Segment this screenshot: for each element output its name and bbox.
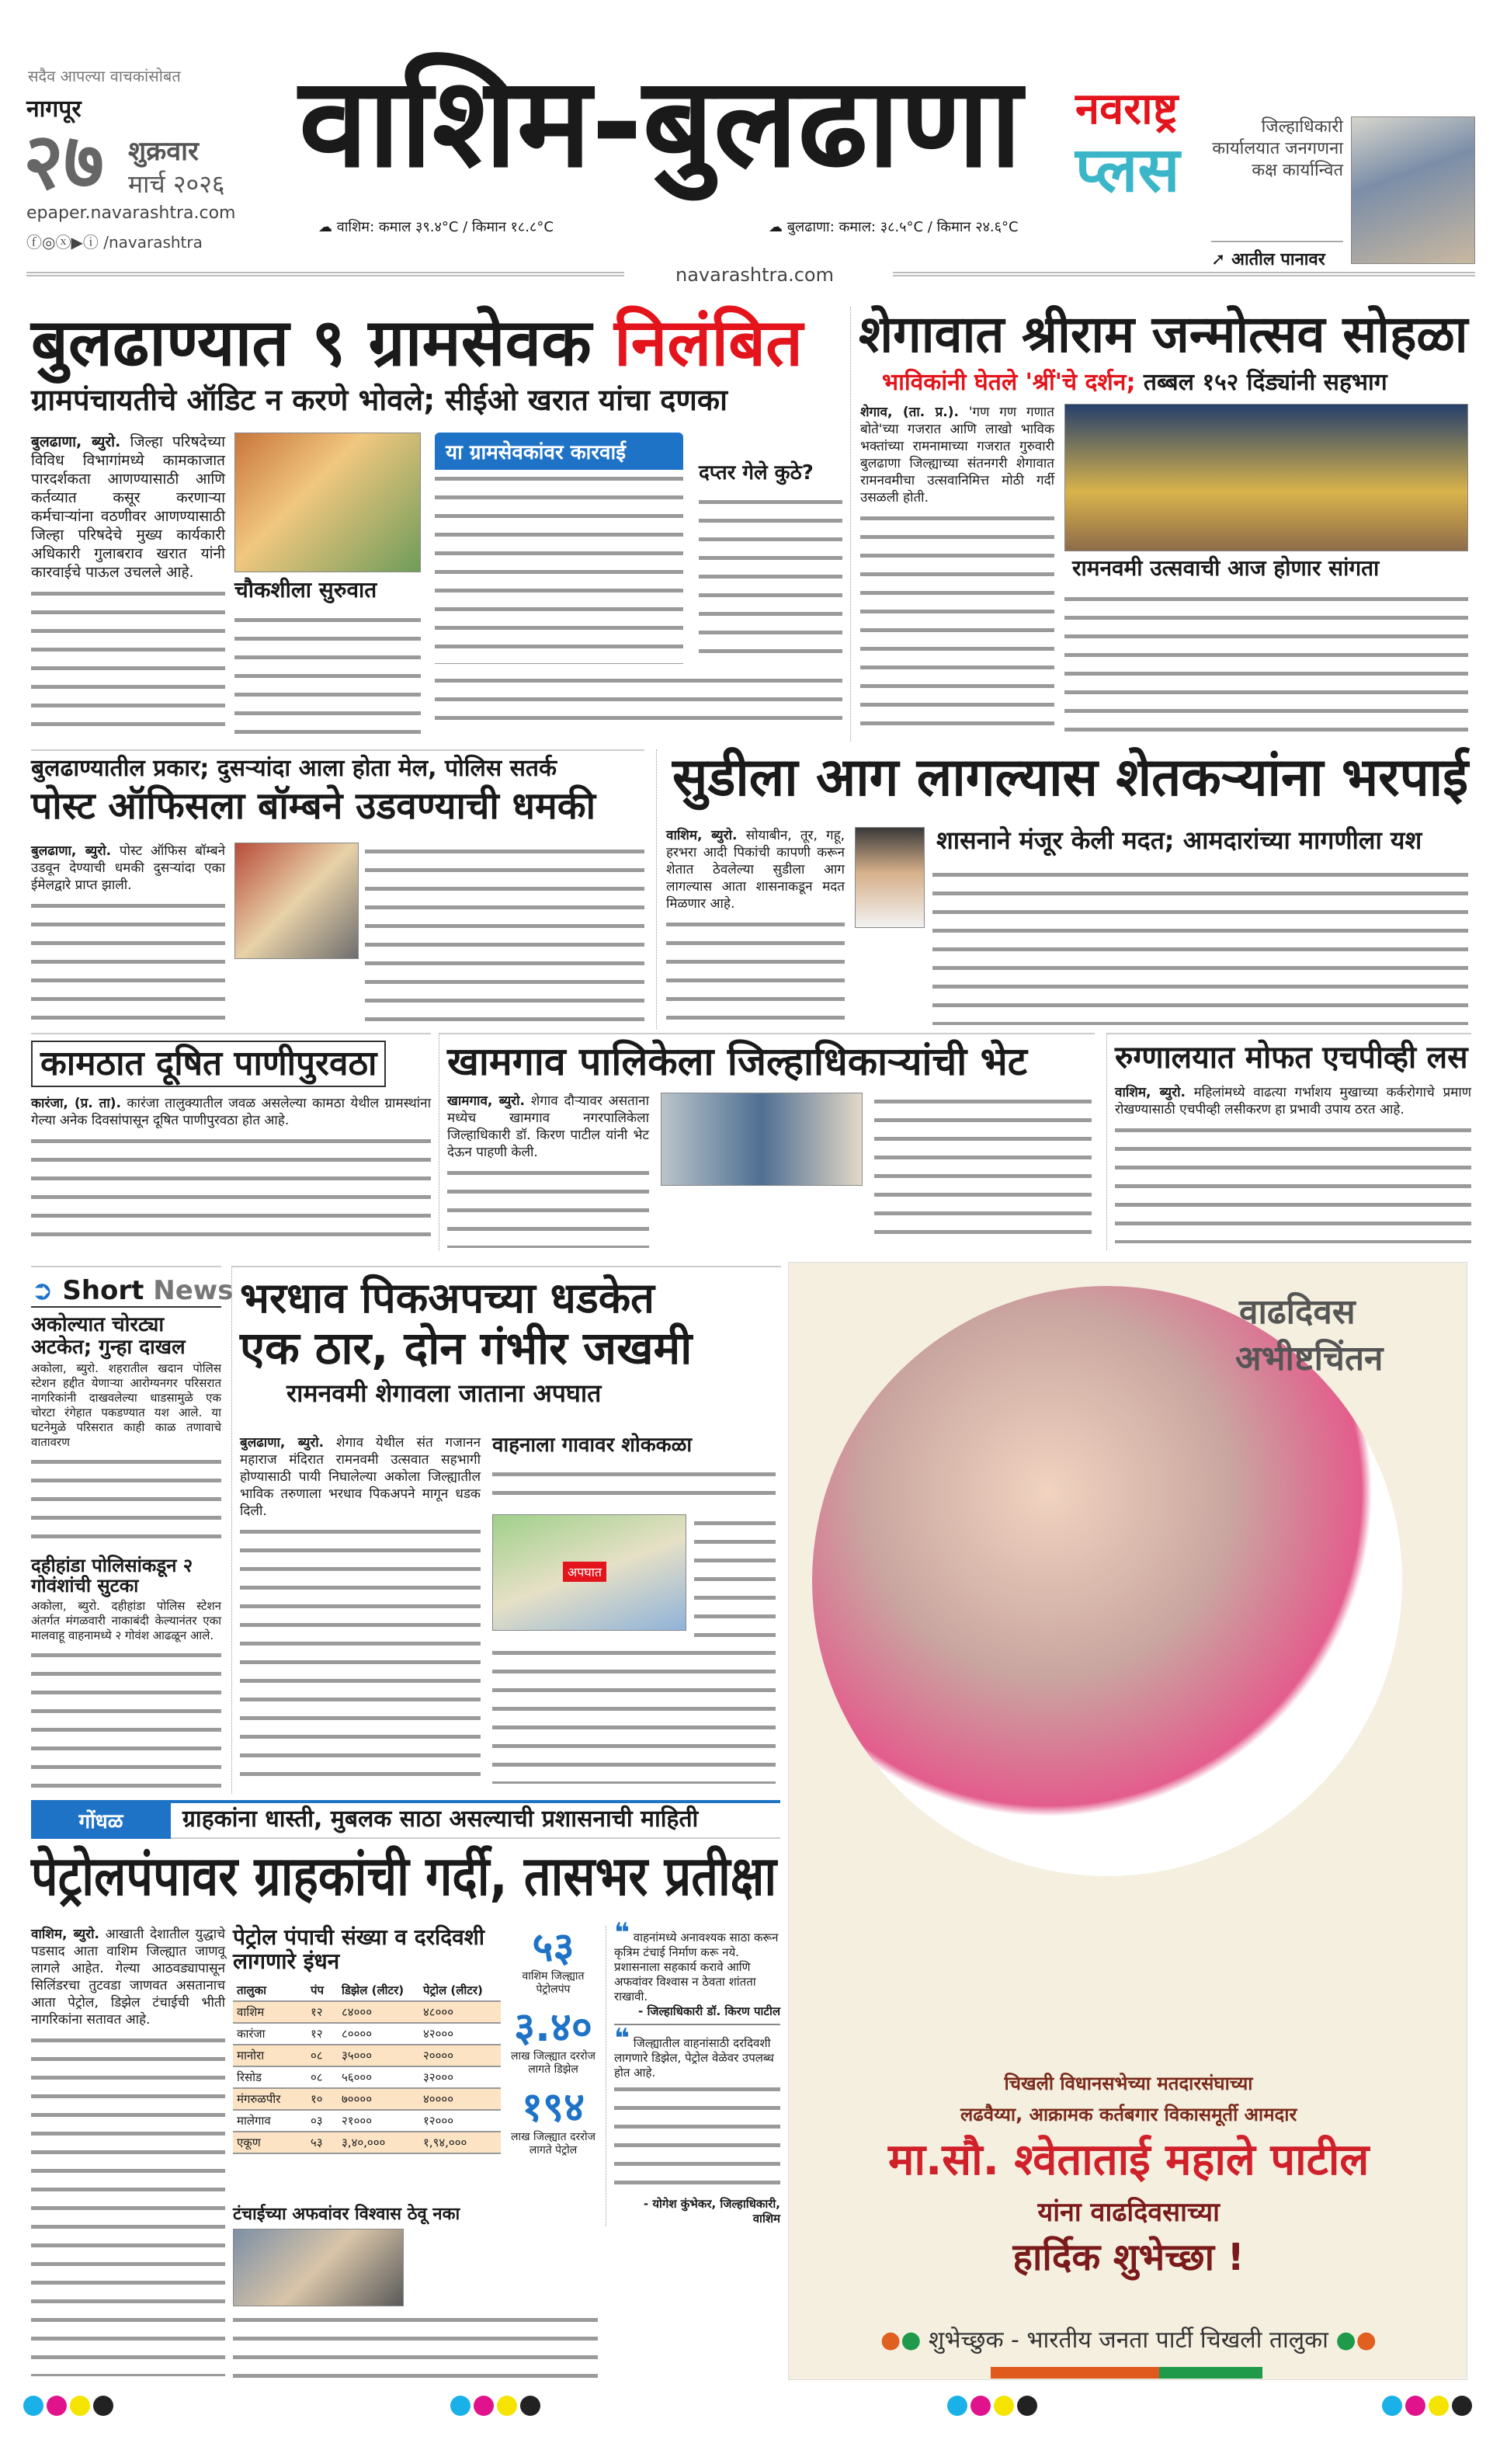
accident-side-body-2 (694, 1514, 776, 1639)
ad-name: मा.सौ. श्वेताताई महाले पाटील (888, 2135, 1370, 2185)
lead-body-col2 (234, 611, 421, 735)
facebook-icon[interactable]: ⓕ (26, 233, 42, 252)
table-cell: रिसोड (233, 2066, 307, 2088)
quotes (606, 1917, 780, 2226)
quote-author: - योगेश कुंभेकर, जिल्हाधिकारी, वाशिम (643, 2197, 780, 2226)
accident-body: बुलढाणा, ब्युरो. शेगाव येथील संत गजानन महाराज मंदिरात रामनवमी उत्सवात सहभागी होण्यासाठी पायी निघालेल्या अकोला जिल्ह्यातील भाविक तरुणाला भरधाव पिकअपने मागून धडक दिली. (240, 1434, 481, 1788)
table-cell: ०८ (307, 2045, 338, 2066)
ad-line-3: यांना वाढदिवसाच्या (1037, 2197, 1220, 2228)
khamgaon-body-col2 (874, 1093, 1092, 1248)
paper-title: वाशिम-बुलढाणा (299, 50, 1023, 195)
ad-footer: ●● शुभेच्छुक - भारतीय जनता पार्टी चिखली तालुका ●● (880, 2327, 1377, 2354)
postoffice-body-col2 (365, 843, 644, 1027)
divider (893, 272, 1475, 276)
weather-icon: ☁ (318, 219, 337, 235)
quote-1: ❝ वाहनांमध्ये अनावश्यक साठा करून कृत्रिम टंचाई निर्माण करू नये. प्रशासनाला सहकार्य करावे आणि अफवांवर विश्वास न ठेवता शांतता राखावी. (614, 1917, 779, 2004)
byline: बुलढाणा, ब्युरो. (31, 843, 112, 859)
side-title: दप्तर गेले कुठे? (699, 461, 814, 485)
arrow-icon: ➚ (1211, 250, 1232, 269)
accident-illustration (492, 1514, 686, 1631)
ad-color-bar (991, 2367, 1262, 2379)
table-row (233, 2045, 501, 2066)
promo-author: ➚ आतील पानावर (1211, 241, 1343, 270)
quote-2: ❝ जिल्ह्यातील वाहनांसाठी दरदिवशी लागणारे डिझेल, पेट्रोल वेळेवर उपलब्ध होत आहे. (614, 2023, 774, 2080)
x-icon[interactable]: ⓧ (55, 233, 71, 252)
shegaon-headline: शेगावात श्रीराम जन्मोत्सव सोहळा (859, 304, 1468, 364)
table-row (233, 2132, 501, 2153)
stat-value: ५३ (532, 1924, 575, 1971)
short-news-item: दहीहांडा पोलिसांकडून २ गोवंशांची सुटका अकोला, ब्युरो. दहीहांडा पोलिस स्टेशन अंतर्गत मंगळवारी नाकाबंदी केल्यानंतर एका मालवाहू वाहनामध्ये २ गोवंश आढळून आले. (31, 1555, 221, 1791)
registration-marks (1382, 2396, 1475, 2419)
shegaon-story (850, 304, 1471, 742)
hospital-body: वाशिम, ब्युरो. महिलांमध्ये वाढत्या गर्भाशय मुखाच्या कर्करोगाचे प्रमाण रोखण्यासाठी एचपीव्ही लसीकरण हा प्रभावी उपाय ठरत आहे. (1115, 1084, 1471, 1243)
table-cell: ५३ (307, 2132, 338, 2153)
stat-label: लाख जिल्ह्यात दररोज लागते डिझेल (510, 2050, 596, 2077)
lead-headline: बुलढाण्यात ९ ग्रामसेवक निलंबित (31, 304, 803, 381)
byline: बुलढाणा, ब्युरो. (31, 433, 121, 450)
lead-subhead: ग्रामपंचायतीचे ऑडिट न करणे भोवले; सीईओ खरात यांचा दणका (31, 383, 727, 418)
table-cell: ३५००० (338, 2045, 419, 2066)
lead-body: बुलढाणा, ब्युरो. जिल्हा परिषदेच्या विविध विभागांमध्ये कामकाजात पारदर्शकता आणण्यासाठी आणि कर्तव्यात कसूर करणाऱ्या कर्मचाऱ्यांना वठणीवर आणण्यासाठी जिल्हा परिषदेचे मुख्य कार्यकारी अधिकारी गुलाबराव खरात यांनी कारवाईचे पाऊल उचलले आहे. (31, 433, 225, 739)
table-cell: वाशिम (233, 2001, 307, 2023)
month-year: मार्च २०२६ (128, 169, 225, 199)
table-cell: ५६००० (338, 2066, 419, 2088)
table-cell: ०८ (307, 2066, 338, 2088)
accident-body-col2 (492, 1644, 776, 1784)
epaper-link[interactable]: epaper.navarashtra.com (26, 203, 236, 223)
sudi-body: वाशिम, ब्युरो. सोयाबीन, तूर, गहू, हरभरा आदी पिकांची कापणी करून शेतात ठेवलेल्या सुडीला आग लागल्यास आता शासनाकडून मदत मिळणार आहे. (666, 827, 845, 1025)
table-cell: २१००० (338, 2110, 419, 2132)
table-cell: ३,४०,००० (338, 2132, 419, 2153)
instagram-icon[interactable]: ◎ (42, 233, 56, 252)
ad-line-1: चिखली विधानसभेच्या मतदारसंघाच्या (1004, 2073, 1253, 2094)
mla-photo (855, 827, 925, 928)
kamathan-story (31, 1033, 431, 1250)
table-row (233, 2001, 501, 2023)
shegaon-body-col2 (1064, 590, 1468, 738)
byline: वाशिम, ब्युरो. (1115, 1085, 1186, 1100)
quote-icon: ❝ (614, 2023, 630, 2054)
table-row (233, 2110, 501, 2132)
fuel-table-box (233, 1926, 501, 2154)
weekday: शुक्रवार (128, 136, 199, 167)
byline: कारंजा, (प्र. ता). (31, 1096, 121, 1112)
date-number: २७ (23, 116, 104, 207)
site-url[interactable]: navarashtra.com (675, 264, 834, 286)
table-cell: ८४००० (338, 2001, 419, 2023)
registration-marks (947, 2396, 1040, 2419)
postoffice-body: बुलढाणा, ब्युरो. पोस्ट ऑफिस बॉम्बने उडवून देण्याची धमकी दुसऱ्यांदा एका ईमेलद्वारे प्राप्त झाली. (31, 843, 225, 1027)
action-box-body (435, 470, 683, 664)
weather-washim: ☁ वाशिम: कमाल ३९.४°C / किमान १८.८°C (318, 219, 554, 235)
promo-box[interactable] (1211, 116, 1475, 268)
promo-text: जिल्हाधिकारी कार्यालयात जनगणना कक्ष कार्यान्वित (1212, 117, 1343, 180)
accident-side-title: वाहनाला गावावर शोककळा (492, 1434, 693, 1457)
gondhal-tag: गोंधळ (31, 1803, 171, 1839)
byline: बुलढाणा, ब्युरो. (240, 1435, 325, 1451)
birthday-ad (788, 1262, 1467, 2380)
byline: खामगाव, ब्युरो. (447, 1093, 525, 1109)
accident-subhead: रामनवमी शेगावला जाताना अपघात (286, 1378, 602, 1409)
table-cell: ४०००० (419, 2088, 501, 2110)
weather-buldhana: ☁ बुलढाणा: कमाल: ३८.५°C / किमान २४.६°C (769, 219, 1019, 235)
gondhal-band (31, 1800, 780, 1839)
youtube-icon[interactable]: ▶ (71, 233, 83, 252)
ad-corner-title-2: अभीष्टचिंतन (1235, 1339, 1384, 1378)
sudi-story (656, 749, 1471, 1029)
shegaon-body: शेगाव, (ता. प्र.). 'गण गण गणात बोते'च्या गजरात आणि लाखो भाविक भक्तांच्या रामनामाच्या गजरात गुरुवारी बुलढाणा जिल्ह्याच्या संतनगरी शेगावात रामनवमीचा उत्सवानिमित्त मोठी गर्दी उसळली होती. (860, 404, 1054, 738)
quote-author: - जिल्हाधिकारी डॉ. किरण पाटील (614, 2004, 780, 2025)
table-cell: ८०००० (338, 2023, 419, 2045)
shegaon-caption: रामनवमी उत्सवाची आज होणार सांगता (1072, 555, 1380, 581)
table-cell: १२ (307, 2023, 338, 2045)
postoffice-photo (234, 843, 359, 959)
accident-story (231, 1266, 781, 1794)
byline: वाशिम, ब्युरो. (31, 1927, 99, 1942)
petrol-pump-photo (233, 2229, 404, 2306)
table-cell: मंगरुळपीर (233, 2088, 307, 2110)
ad-line-2: लढवैय्या, आक्रामक कर्तबगार विकासमूर्ती आमदार (960, 2104, 1297, 2125)
table-cell: मालेगाव (233, 2110, 307, 2132)
stat-label: वाशिम जिल्ह्यात पेट्रोलपंप (522, 1970, 585, 1997)
column-header: डिझेल (लीटर) (338, 1980, 419, 2001)
postoffice-kicker: बुलढाण्यातील प्रकार; दुसऱ्यांदा आला होता मेल, पोलिस सतर्क (31, 755, 557, 782)
petrol-body: वाशिम, ब्युरो. आखाती देशातील युद्धाचे पडसाद आता वाशिम जिल्ह्यात जाणवू लागले आहेत. गेल्या आठवड्यापासून सिलिंडरचा तुटवडा जाणवत असतानाच आता पेट्रोल, डिझेल टंचाईची भीती नागरिकांना सतावत आहे. (31, 1926, 225, 2376)
social-handle: /navarashtra (103, 233, 203, 252)
side-body (699, 493, 842, 664)
arrow-icon: ➲ (31, 1275, 54, 1306)
table-cell: १० (307, 2088, 338, 2110)
table-cell: १२ (307, 2001, 338, 2023)
petrol-headline: पेट्रोलपंपावर ग्राहकांची गर्दी, तासभर प्रतीक्षा (31, 1844, 777, 1908)
edition-city: नागपूर (26, 96, 82, 123)
accident-headline-1: भरधाव पिकअपच्या धडकेत (240, 1274, 655, 1322)
linkedin-icon[interactable]: ⓘ (82, 233, 99, 252)
table-cell: ४८००० (419, 2001, 501, 2023)
petrol-subsection (233, 2205, 598, 2381)
photo-caption: चौकशीला सुरुवात (234, 577, 377, 603)
shegaon-photo (1064, 404, 1468, 551)
column-header: पंप (307, 1980, 338, 2001)
petrol-sub-title: टंचाईच्या अफवांवर विश्वास ठेवू नका (233, 2205, 460, 2224)
lead-illustration (234, 433, 421, 572)
sudi-headline: सुडीला आग लागल्यास शेतकऱ्यांना भरपाई (672, 747, 1469, 808)
table-row (233, 2088, 501, 2110)
table-cell: १२००० (419, 2110, 501, 2132)
postoffice-story (31, 749, 644, 1029)
stat-value: ३.४० (514, 2004, 592, 2052)
registration-marks (23, 2396, 116, 2419)
stat-label: लाख जिल्ह्यात दररोज लागते पेट्रोल (510, 2130, 596, 2156)
khamgaon-headline: खामगाव पालिकेला जिल्हाधिकाऱ्यांची भेट (447, 1039, 1027, 1084)
registration-marks (450, 2396, 543, 2419)
table-row (233, 2066, 501, 2088)
lead-story (31, 304, 842, 742)
byline: वाशिम, ब्युरो. (666, 828, 738, 843)
accident-headline-2: एक ठार, दोन गंभीर जखमी (240, 1322, 693, 1375)
byline: शेगाव, (ता. प्र.). (860, 405, 959, 420)
brand-bottom: प्लस (1075, 134, 1180, 206)
quote-icon: ❝ (614, 1917, 630, 1948)
table-cell: एकूण (233, 2132, 307, 2153)
table-row (233, 2023, 501, 2045)
action-box-title: या ग्रामसेवकांवर कारवाई (435, 433, 683, 470)
illustration-label: अपघात (563, 1562, 606, 1582)
divider (26, 272, 624, 276)
fuel-stats (509, 1926, 598, 2167)
column-header: पेट्रोल (लीटर) (419, 1980, 501, 2001)
sudi-body-col2 (932, 866, 1468, 1025)
sudi-subhead: शासनाने मंजूर केली मदत; आमदारांच्या मागणीला यश (936, 825, 1422, 855)
khamgaon-body: खामगाव, ब्युरो. शेगाव दौऱ्यावर असताना मध्येच खामगाव नगरपालिकेला जिल्हाधिकारी डॉ. किरण पाटील यांनी भेट देऊन पाहणी केली. (447, 1093, 649, 1248)
hospital-story (1106, 1033, 1471, 1250)
brand-top: नवराष्ट्र (1075, 84, 1179, 134)
weather-icon: ☁ (769, 219, 787, 235)
table-cell: मानोरा (233, 2045, 307, 2066)
shegaon-subhead: भाविकांनी घेतले 'श्रीं'चे दर्शन; तब्बल १५२ दिंड्यांनी सहभाग (882, 368, 1387, 396)
table-cell: ४२००० (419, 2023, 501, 2045)
table-cell: ७०००० (338, 2088, 419, 2110)
table-cell: कारंजा (233, 2023, 307, 2045)
table-cell: ३२००० (419, 2066, 501, 2088)
accident-side-body (492, 1465, 776, 1508)
kamathan-body: कारंजा, (प्र. ता). कारंजा तालुक्यातील जवळ असलेल्या कामठा येथील ग्रामस्थांना गेल्या अनेक दिवसांपासून दूषित पाणीपुरवठा होत आहे. (31, 1095, 431, 1246)
tagline: सदैव आपल्या वाचकांसोबत (28, 67, 181, 85)
lead-body-bottom (435, 672, 842, 734)
postoffice-headline: पोस्ट ऑफिसला बॉम्बने उडवण्याची धमकी (31, 784, 596, 828)
masthead (0, 0, 1500, 295)
stat-value: १९४ (521, 2084, 585, 2132)
social-icons[interactable] (26, 230, 203, 252)
table-cell: २०००० (419, 2045, 501, 2066)
table-cell: ०३ (307, 2110, 338, 2132)
ad-line-4: हार्दिक शुभेच्छा ! (1012, 2236, 1245, 2279)
column-header: तालुका (233, 1980, 307, 2001)
khamgaon-photo (661, 1093, 863, 1186)
short-news-header: ➲ Short News (31, 1275, 234, 1306)
ad-corner-title-1: वाढदिवस (1239, 1292, 1356, 1332)
fuel-table (233, 1980, 501, 2154)
gondhal-headline: ग्राहकांना धास्ती, मुबलक साठा असल्याची प्रशासनाची माहिती (182, 1805, 699, 1833)
promo-photo (1351, 116, 1475, 264)
short-news-item: अकोल्यात चोरट्या अटकेत; गुन्हा दाखल अकोला, ब्युरो. शहरातील खदान पोलिस स्टेशन हद्दीत येणाऱ्या आरोग्यनगर परिसरात नागरिकांनी दाखवलेल्या धाडसामुळे एक चोरटा रंगेहात पकडण्यात यश आले. या घटनेमुळे परिसरात काही काळ तणावाचे वातावरण (31, 1314, 221, 1549)
fuel-table-title: पेट्रोल पंपाची संख्या व दरदिवशी लागणारे इंधन (233, 1924, 485, 1974)
kamathan-headline: कामठात दूषित पाणीपुरवठा (31, 1041, 386, 1087)
short-news (31, 1266, 234, 1790)
table-cell: १,९४,००० (419, 2132, 501, 2153)
hospital-headline: रुग्णालयात मोफत एचपीव्ही लस (1115, 1040, 1468, 1076)
khamgaon-story (439, 1033, 1095, 1250)
